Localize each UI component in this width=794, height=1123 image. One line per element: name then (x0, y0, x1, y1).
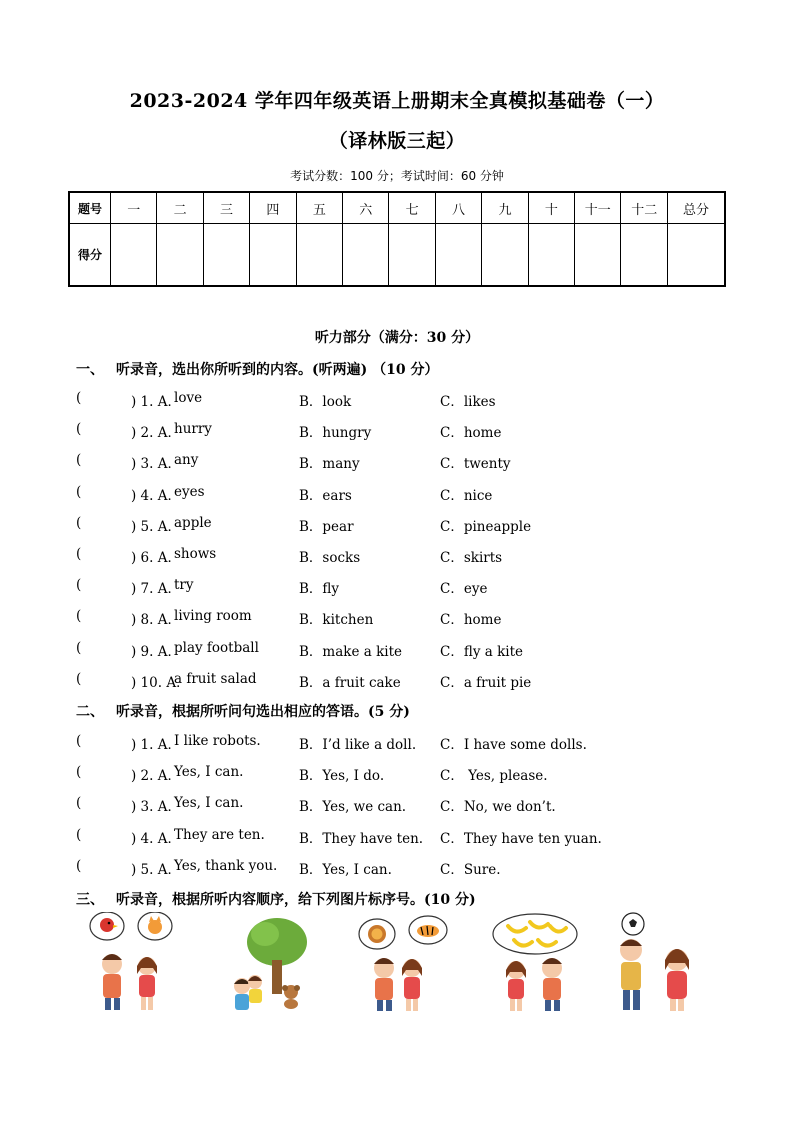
option-a: try (174, 577, 194, 594)
score-cell[interactable] (250, 224, 296, 287)
score-cell[interactable] (482, 224, 528, 287)
part3-heading (76, 889, 476, 909)
picture-tree-icon (225, 912, 315, 1012)
answer-paren-left[interactable]: ( (76, 421, 82, 438)
option-a: Yes, thank you. (174, 857, 278, 874)
question-number: ) 5. A． (131, 518, 181, 535)
question-number: ) 8. A． (131, 612, 181, 629)
answer-paren-left[interactable]: ( (76, 795, 82, 812)
option-a: eyes (174, 483, 205, 500)
exam-edition: （译林版三起） (328, 130, 466, 152)
answer-paren-left[interactable]: ( (76, 826, 82, 843)
score-col-4: 四 (250, 192, 296, 224)
option-c: C．fly a kite (440, 643, 524, 660)
picture-football-icon (605, 912, 705, 1012)
part2-instruction: 听录音，根据所听问句选出相应的答语。(5 分) (116, 704, 410, 720)
answer-paren-left[interactable]: ( (76, 764, 82, 781)
part3-instruction: 听录音，根据所听内容顺序，给下列图片标序号。(10 分) (116, 892, 476, 908)
option-a: a fruit salad (174, 670, 257, 687)
score-cell[interactable] (343, 224, 389, 287)
score-col-6: 六 (343, 192, 389, 224)
picture-bananas-icon (490, 912, 580, 1012)
score-cell[interactable] (203, 224, 249, 287)
option-b: B．They have ten. (299, 830, 424, 847)
option-b: B．ears (299, 487, 352, 504)
answer-paren-left[interactable]: ( (76, 577, 82, 594)
question-number: ) 5. A． (131, 861, 181, 878)
score-cell[interactable] (389, 224, 435, 287)
score-table-row-label: 题号 (69, 192, 111, 224)
option-a: living room (174, 608, 252, 625)
answer-paren-left[interactable]: ( (76, 670, 82, 687)
score-col-9: 九 (482, 192, 528, 224)
option-b: B．make a kite (299, 643, 402, 660)
option-b: B．Yes, I do. (299, 768, 385, 785)
option-b: B．look (299, 394, 352, 410)
option-a: play football (174, 639, 259, 656)
option-b: B．a fruit cake (299, 674, 401, 691)
picture-bird-cat-icon (85, 912, 175, 1012)
answer-paren-left[interactable]: ( (76, 452, 82, 469)
option-c: C．eye (440, 581, 488, 598)
question-number: ) 2. A． (131, 425, 181, 442)
answer-paren-left[interactable]: ( (76, 514, 82, 531)
option-c: C．a fruit pie (440, 674, 532, 691)
question-number: ) 9. A． (131, 643, 181, 660)
question-number: ) 2. A． (131, 768, 181, 785)
option-b: B．I’d like a doll. (299, 737, 417, 753)
option-a: They are ten. (174, 826, 265, 843)
option-c: C．likes (440, 394, 496, 410)
question-number: ) 3. A． (131, 799, 181, 816)
score-col-2: 二 (157, 192, 203, 224)
score-cell[interactable] (435, 224, 481, 287)
option-a: hurry (174, 421, 212, 438)
score-table (68, 191, 726, 287)
option-c: C．home (440, 612, 502, 629)
option-a: love (174, 390, 203, 406)
score-cell[interactable] (296, 224, 342, 287)
score-col-12: 十二 (621, 192, 668, 224)
part1-heading (76, 359, 438, 379)
part3-number: 三、 (76, 892, 104, 908)
option-b: B．Yes, I can. (299, 861, 392, 878)
option-c: C．Sure. (440, 861, 501, 878)
score-cell[interactable] (668, 224, 726, 287)
part1-instruction: 听录音，选出你所听到的内容。(听两遍) （10 分） (116, 362, 439, 378)
score-col-1: 一 (111, 192, 157, 224)
option-b: B．hungry (299, 425, 372, 442)
score-cell[interactable] (528, 224, 574, 287)
score-cell[interactable] (111, 224, 157, 287)
score-table-row-label: 得分 (69, 224, 111, 287)
part2-number: 二、 (76, 704, 104, 720)
option-b: B．socks (299, 550, 361, 566)
answer-paren-left[interactable]: ( (76, 608, 82, 625)
score-col-10: 十 (528, 192, 574, 224)
option-a: Yes, I can. (174, 795, 244, 812)
option-a: any (174, 452, 199, 469)
option-b: B．pear (299, 518, 354, 535)
answer-paren-left[interactable]: ( (76, 857, 82, 874)
option-c: C．They have ten yuan. (440, 830, 602, 847)
option-c: C．No, we don’t. (440, 799, 556, 816)
score-cell[interactable] (621, 224, 668, 287)
option-a: shows (174, 546, 217, 562)
answer-paren-left[interactable]: ( (76, 733, 82, 749)
score-table-header-row (69, 192, 725, 224)
score-cell[interactable] (157, 224, 203, 287)
listening-section-title: 听力部分（满分：30 分） (314, 330, 480, 346)
answer-paren-left[interactable]: ( (76, 546, 82, 562)
option-b: B．Yes, we can. (299, 799, 407, 816)
option-c: C．pineapple (440, 518, 532, 535)
answer-paren-left[interactable]: ( (76, 390, 82, 406)
question-number: ) 7. A． (131, 581, 181, 598)
score-col-total: 总分 (668, 192, 726, 224)
option-a: apple (174, 514, 212, 531)
picture-lion-tiger-icon (355, 912, 450, 1012)
question-number: ) 1. A． (131, 737, 181, 753)
option-c: C．skirts (440, 550, 503, 566)
question-number: ) 1. A． (131, 394, 181, 410)
option-a: Yes, I can. (174, 764, 244, 781)
part1-number: 一、 (76, 362, 104, 378)
question-number: ) 4. A． (131, 487, 181, 504)
score-col-8: 八 (435, 192, 481, 224)
score-col-5: 五 (296, 192, 342, 224)
question-number: ) 6. A． (131, 550, 181, 566)
exam-info: 考试分数：100 分；考试时间：60 分钟 (290, 169, 504, 183)
exam-title: 2023-2024 学年四年级英语上册期末全真模拟基础卷（一） (129, 90, 665, 112)
option-b: B．fly (299, 581, 340, 598)
score-col-3: 三 (203, 192, 249, 224)
option-c: C．I have some dolls. (440, 737, 587, 753)
option-b: B．kitchen (299, 612, 374, 629)
option-c: C．nice (440, 487, 493, 504)
option-c: C．twenty (440, 456, 511, 473)
option-c: C．home (440, 425, 502, 442)
option-c: C． Yes, please. (440, 768, 548, 785)
score-col-11: 十一 (575, 192, 621, 224)
option-b: B．many (299, 456, 360, 473)
part2-heading (76, 701, 410, 721)
answer-paren-left[interactable]: ( (76, 483, 82, 500)
option-a: I like robots. (174, 733, 261, 749)
question-number: ) 4. A． (131, 830, 181, 847)
answer-paren-left[interactable]: ( (76, 639, 82, 656)
question-number: ) 3. A． (131, 456, 181, 473)
score-cell[interactable] (575, 224, 621, 287)
question-number: ) 10. A． (131, 674, 190, 691)
score-col-7: 七 (389, 192, 435, 224)
score-table-score-row (69, 224, 725, 287)
